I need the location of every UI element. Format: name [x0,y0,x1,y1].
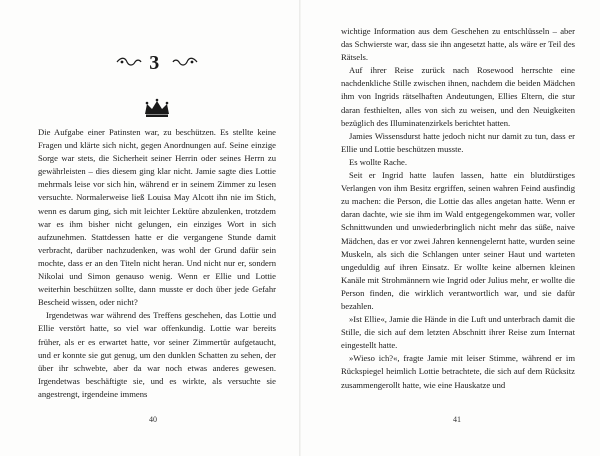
right-page [301,0,600,456]
paragraph: Die Aufgabe einer Patinsten war, zu beschützen. Es stellte keine Fragen und klärte sich nicht, gegen Anordnungen auf. Seine einzige Sorge war stets, die Sicherheit seiner Herrin oder seines Herrn zu gewährleisten – dies diesem ging klar nicht. Jamie sagte dies Lottie mehrmals leise vor sich hin, während er in seinem Zimmer zu lesen versuchte. Normalerweise ließ Louisa May Alcott ihn nie im Stich, wenn es darum ging, sich mit leichter Lektüre abzulenken, trotzdem war es ihm bisher nicht gelungen, ein einziges Wort in sich aufzunehmen. Stattdessen hatte er die vergangene Stunde damit verbracht, darüber nachzudenken, was wohl der Grund dafür sein mochte, dass er an den Titeln nicht heran. Und nicht nur er, sondern Nikolai und Simon genauso wenig. Wenn er Ellie und Lottie weiterhin beschützen sollte, dann musste er doch über jede Gefahr Bescheid wissen, oder nicht? [38,127,276,308]
left-page-body [38,126,276,401]
right-flourish-icon [172,56,198,71]
paragraph: Es wollte Rache. [349,156,407,167]
paragraph: wichtige Information aus dem Geschehen zu entschlüsseln – aber das Schwierste war, dass sie ihn angesetzt hatte, als wäre er Teil des Rätsels. [341,26,575,63]
paragraph: »Ist Ellie«, Jamie die Hände in die Luft und unterbrach damit die Stille, die sich auf dem letzten Abschnitt ihrer Reise zum Internat eingestellt hatte. [341,314,575,351]
page-number: 40 [149,415,157,424]
paragraph: Irgendetwas war während des Treffens geschehen, das Lottie und Ellie verstört hatte, so viel war offenkundig. Lottie war bereits früher, als er es erwartet hatte, vor seiner Zimmertür aufgetaucht, und er konnte sie gut genug, um den dunklen Schatten zu sehen, der über ihr schwebte, aber da war noch etwas anderes gewesen. Irgendetwas beschäftigte sie, und es wirkte, als versuchte sie angestrengt, irgendeine immens [38,310,276,399]
chapter-number: 3 [149,52,164,74]
paragraph: Seit er Ingrid hatte laufen lassen, hatte ein blutdürstiges Verlangen von ihm Besitz ergriffen, seinen wahren Feind ausfindig zu machen: die Person, die Lottie das alles angetan hatte. Wenn er daran dachte, wie sie ihm im Wald entgegengekommen war, voller Schnittwunden und unwiederbringlich nicht mehr das süße, naive Mädchen, das er vor zwei Jahren kennengelernt hatte, wurden seine Muskeln, als sich die Schlangen unter seiner Haut und warteten ungeduldig auf ihren Einsatz. Er wollte keine albernen kleinen Kanäle mit Strohmännern wie Ingrid oder Julius mehr, er wollte die Person finden, die wirklich verantwortlich war, und sie dafür bezahlen. [341,170,575,311]
crown-icon [143,98,171,118]
chapter-heading [38,52,276,118]
right-page-body [341,25,575,392]
paragraph: »Wieso ich?«, fragte Jamie mit leiser Stimme, während er im Rückspiegel heimlich Lottie betrachtete, die sich auf dem Rücksitz zusammengerollt hatte, wie eine Hauskatze und [341,353,575,390]
chapter-title-line [38,52,276,74]
paragraph: Jamies Wissensdurst hatte jedoch nicht nur damit zu tun, dass er Ellie und Lottie beschützen musste. [341,130,575,154]
page-number: 41 [453,415,461,424]
left-flourish-icon [116,56,150,71]
paragraph: Auf ihrer Reise zurück nach Rosewood herrschte eine nachdenkliche Stille zwischen ihnen, nachdem die beiden Mädchen ihm von Ingrids rätselhaften Andeutungen, Ellies Eltern, die stur daran festhielten, alles von sich zu weisen, und den Neuigkeiten bezüglich des Illuminatenzirkels berichtet hatten. [341,65,575,128]
